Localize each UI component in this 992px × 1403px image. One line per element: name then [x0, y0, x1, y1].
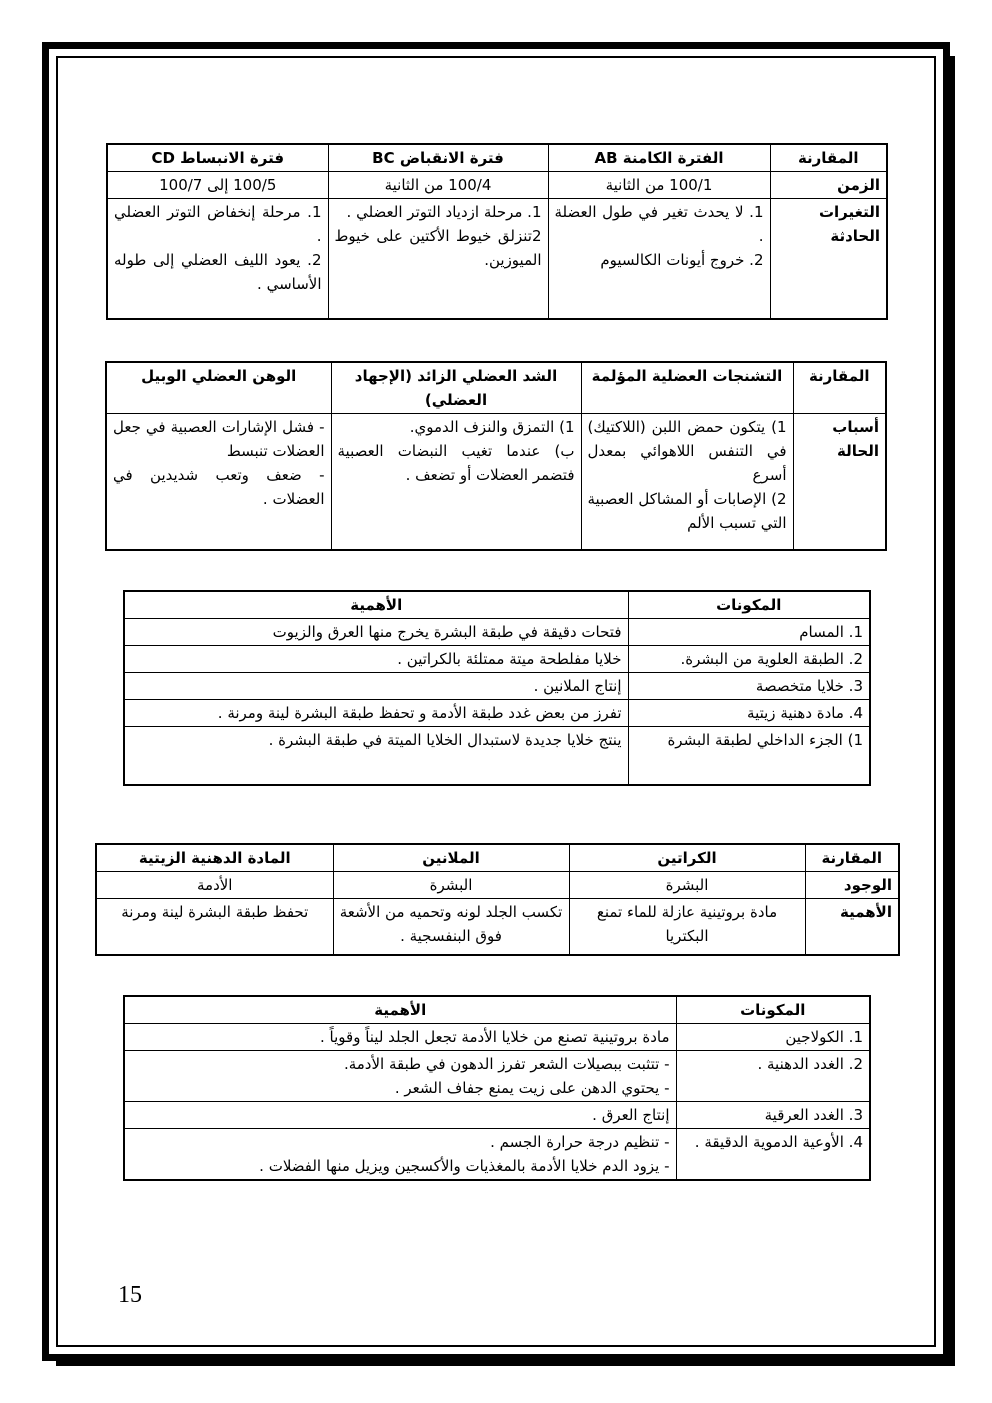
table-cell: 2. الغدد الدهنية .	[676, 1051, 870, 1102]
cell-line: إنتاج العرق .	[592, 1106, 670, 1124]
table-cell: الأدمة	[96, 872, 333, 899]
table-cell: 100/5 إلى 100/7	[107, 172, 328, 199]
table-cell: 1. الكولاجين	[676, 1024, 870, 1051]
table-cell	[107, 199, 328, 319]
row-label-time: الزمن	[770, 172, 887, 199]
table-cell	[581, 414, 793, 550]
dermis-components-table	[123, 995, 871, 1181]
header-comparison: المقارنة	[793, 362, 886, 414]
header-components: المكونات	[676, 996, 870, 1024]
table-cell: البشرة	[569, 872, 805, 899]
table-row	[107, 199, 887, 319]
row-label-causes: أسباب الحالة	[793, 414, 886, 550]
header-keratin: الكراتين	[569, 844, 805, 872]
cell-line: 2) الإصابات أو المشاكل العصبية التي تسبب الألم	[587, 490, 787, 532]
cell-line: ب) عندما تغيب النبضات العصبية فتضمر العضلات أو تضعف .	[337, 442, 575, 484]
header-components: المكونات	[628, 591, 870, 619]
header-comparison: المقارنة	[770, 144, 887, 172]
table-cell: البشرة	[333, 872, 569, 899]
header-myasthenia: الوهن العضلي الوبيل	[106, 362, 331, 414]
table-row	[124, 1051, 870, 1102]
table-header-row	[124, 591, 870, 619]
table-header-row	[107, 144, 887, 172]
table-cell: تحفظ طبقة البشرة لينة ومرنة	[96, 899, 333, 955]
row-label-location: الوجود	[805, 872, 899, 899]
skin-substances-table	[95, 843, 900, 956]
table-cell: 3. الغدد العرقية	[676, 1102, 870, 1129]
table-cell: ينتج خلايا جديدة لاستبدال الخلايا الميتة في طبقة البشرة .	[124, 727, 628, 785]
table-cell	[124, 1102, 676, 1129]
cell-line: 1. مرحلة ازدياد التوتر العضلي .	[346, 203, 542, 221]
table-header-row	[124, 996, 870, 1024]
cell-line: 1. مرحلة إنخفاض التوتر العضلي .	[114, 203, 322, 245]
header-contraction-period: فترة الانقباض BC	[328, 144, 548, 172]
page-border-shadow-bottom	[56, 1361, 955, 1366]
page-number: 15	[118, 1282, 142, 1308]
cell-line: - تنظيم درجة حرارة الجسم .	[490, 1133, 670, 1151]
contraction-phases-table	[106, 143, 888, 320]
muscle-conditions-table	[105, 361, 887, 551]
cell-line: - يحتوي الدهن على زيت يمنع جفاف الشعر .	[394, 1079, 670, 1097]
cell-line: 1) التمزق والنزف الدموي.	[409, 418, 575, 436]
table-cell: 4. الأوعية الدموية الدقيقة .	[676, 1129, 870, 1181]
table-row	[106, 414, 886, 550]
cell-line: - تتثبت ببصيلات الشعر تفرز الدهون في طبقة الأدمة.	[343, 1055, 670, 1073]
cell-line: 1. لا يحدث تغير في طول العضلة .	[554, 203, 764, 245]
header-oily-substance: المادة الدهنية الزيتية	[96, 844, 333, 872]
cell-line: مادة بروتينية تصنع من خلايا الأدمة تجعل الجلد ليناً وقوياً .	[320, 1028, 670, 1046]
table-cell: 2. الطبقة العلوية من البشرة.	[628, 646, 870, 673]
table-row	[107, 172, 887, 199]
table-cell	[124, 1051, 676, 1102]
table-row	[124, 1024, 870, 1051]
table-cell: إنتاج الملانين .	[124, 673, 628, 700]
cell-line: 2تنزلق خيوط الأكتين على خيوط الميوزين.	[334, 227, 542, 269]
table-cell	[331, 414, 581, 550]
table-cell	[548, 199, 770, 319]
table-cell: 1) الجزء الداخلي لطبقة البشرة	[628, 727, 870, 785]
table-header-row	[106, 362, 886, 414]
table-row	[124, 673, 870, 700]
cell-line: 2. خروج أيونات الكالسيوم	[600, 251, 764, 269]
header-latent-period: الفترة الكامنة AB	[548, 144, 770, 172]
table-cell	[124, 1129, 676, 1181]
table-cell: تفرز من بعض غدد طبقة الأدمة و تحفظ طبقة البشرة لينة ومرنة .	[124, 700, 628, 727]
table-row	[124, 619, 870, 646]
table-row	[96, 872, 899, 899]
table-cell: 100/1 من الثانية	[548, 172, 770, 199]
table-row	[124, 727, 870, 785]
cell-line: - فشل الإشارات العصبية في جعل العضلات تنبسط	[113, 418, 325, 460]
table-cell: خلايا مفلطحة ميتة ممتلئة بالكراتين .	[124, 646, 628, 673]
skin-components-table	[123, 590, 871, 786]
row-label-importance: الأهمية	[805, 899, 899, 955]
header-importance: الأهمية	[124, 996, 676, 1024]
table-cell: 3. خلايا متخصصة	[628, 673, 870, 700]
header-melanin: الملانين	[333, 844, 569, 872]
table-row	[124, 646, 870, 673]
table-cell	[106, 414, 331, 550]
table-cell: 1. المسام	[628, 619, 870, 646]
page-border-shadow-right	[950, 56, 955, 1366]
cell-line: 1) يتكون حمض اللبن (اللاكتيك) في التنفس اللاهوائي بمعدل أسرع	[587, 418, 787, 484]
header-comparison: المقارنة	[805, 844, 899, 872]
cell-line: - ضعف وتعب شديدين في العضلات .	[113, 466, 325, 508]
table-cell: 4. مادة دهنية زيتية	[628, 700, 870, 727]
table-cell: فتحات دقيقة في طبقة البشرة يخرج منها العرق والزيوت	[124, 619, 628, 646]
header-cramps: التشنجات العضلية المؤلمة	[581, 362, 793, 414]
table-row	[96, 899, 899, 955]
header-strain: الشد العضلي الزائد (الإجهاد العضلي)	[331, 362, 581, 414]
cell-line: - يزود الدم خلايا الأدمة بالمغذيات والأكسجين ويزيل منها الفضلات .	[259, 1157, 670, 1175]
table-cell	[124, 1024, 676, 1051]
table-cell: مادة بروتينية عازلة للماء تمنع البكتريا	[569, 899, 805, 955]
table-header-row	[96, 844, 899, 872]
header-relaxation-period: فترة الانبساط CD	[107, 144, 328, 172]
table-cell	[328, 199, 548, 319]
table-cell: تكسب الجلد لونه وتحميه من الأشعة فوق البنفسجية .	[333, 899, 569, 955]
table-row	[124, 700, 870, 727]
table-row	[124, 1102, 870, 1129]
cell-line: 2. يعود الليف العضلي إلى طوله الأساسي .	[114, 251, 322, 293]
header-importance: الأهمية	[124, 591, 628, 619]
row-label-changes: التغيرات الحادثة	[770, 199, 887, 319]
table-row	[124, 1129, 870, 1181]
table-cell: 100/4 من الثانية	[328, 172, 548, 199]
